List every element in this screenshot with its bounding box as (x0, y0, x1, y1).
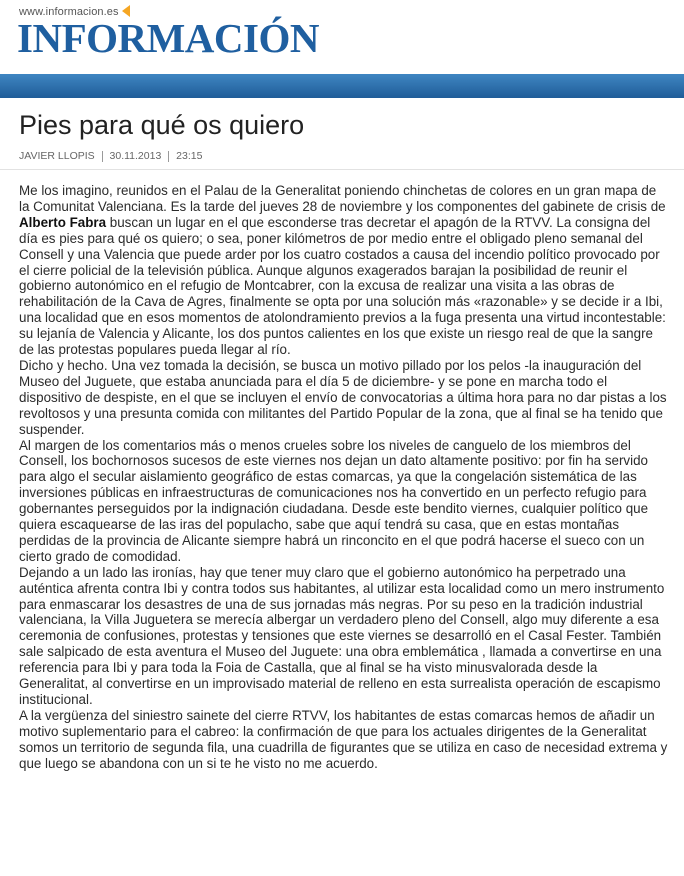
site-url-text[interactable]: www.informacion.es (19, 6, 119, 18)
paragraph-1 (19, 183, 669, 358)
logo[interactable]: INFORMACIÓN (17, 15, 319, 61)
article-meta (19, 150, 202, 162)
paragraph-5: A la vergüenza del siniestro sainete del cierre RTVV, los habitantes de estas comarcas hemos de añadir un motivo suplementario para el cabreo: la confirmación de que para los actuales dirigentes de la Generalitat somos un territorio de segunda fila, una cuadrilla de figurantes que se utiliza en caso de necesidad extrema y que luego se abandona con un si te he visto no me acuerdo. (19, 707, 668, 771)
meta-separator (102, 151, 103, 162)
nav-bar (0, 74, 684, 98)
masthead (0, 0, 684, 74)
article-title: Pies para qué os quiero (19, 110, 305, 140)
person-name-bold: Alberto Fabra (19, 214, 107, 230)
paragraph-3: Al margen de los comentarios más o menos crueles sobre los niveles de canguelo de los miembros del Consell, los bochornosos sucesos de este viernes nos dejan un dato altamente positivo: por fin ha servido para algo el secular aislamiento geográfico de estas comarcas, ya que la congelación sistemática de las inversiones públicas en infraestructuras de comunicaciones nos ha convertido en un perfecto refugio para gobernantes perseguidos por la indignación ciudadana. Desde este bendito viernes, cualquier político que quiera escaquearse de las iras del populacho, sabe que aquí tendrá su casa, que en estas montañas perdidas de la provincia de Alicante siempre habrá un rinconcito en el que podrá hacerse el sueco con un cierto grado de comodidad. (19, 437, 649, 564)
publish-date: 30.11.2013 (109, 150, 162, 162)
paragraph-1-end: buscan un lugar en el que esconderse tras decretar el apagón de la RTVV. La consigna del día es pies para qué os quiero; o sea, poner kilómetros de por medio entre el obligado pleno semanal del Consell y una Valencia que puede arder por los cuatro costados a causa del incendio político provocado por el cierre policial de la televisión pública. Aunque algunos exagerados barajan la posibilidad de reunir el gobierno autonómico en el refugio de Montcabrer, con la excusa de realizar una visita a las obras de rehabilitación de la Cava de Agres, finalmente se opta por una solución más «razonable» y se decide ir a Ibi, una localidad que en esos momentos de atolondramiento previos a la fuga presenta una virtud incontestable: su lejanía de Valencia y Alicante, los dos puntos calientes en los que existe un riesgo real de que la sangre de las protestas populares pueda llegar al río. (19, 214, 666, 358)
author-name: JAVIER LLOPIS (19, 150, 95, 162)
header-divider (0, 169, 684, 170)
paragraph-2: Dicho y hecho. Una vez tomada la decisión, se busca un motivo pillado por los pelos -la inauguración del Museo del Juguete, que estaba anunciada para el día 5 de diciembre- y se pone en marcha todo el dispositivo de despiste, en el que se incluyen el envío de convocatorias a última hora para no dar pistas a los revoltosos y una presunta comida con militantes del Partido Popular de la zona, que al final se ha tenido que suspender. (19, 357, 667, 437)
publish-time: 23:15 (176, 150, 203, 162)
article-body (19, 183, 669, 772)
meta-separator (168, 151, 169, 162)
paragraph-1-start: Me los imagino, reunidos en el Palau de la Generalitat poniendo chinchetas de colores en un gran mapa de la Comunitat Valenciana. Es la tarde del jueves 28 de noviembre y los componentes del gabinete de crisis de (19, 183, 666, 214)
paragraph-4: Dejando a un lado las ironías, hay que tener muy claro que el gobierno autonómico ha perpetrado una auténtica afrenta contra Ibi y contra todos sus habitantes, al utilizar esta localidad como un mero instrumento para enmascarar los desastres de una de sus jornadas más negras. Por su peso en la tradición industrial valenciana, la Villa Juguetera se merecía albergar un verdadero pleno del Consell, algo muy diferente a esa ceremonia de confusiones, protestas y tensiones que este viernes se desarrolló en el Casal Fester. También sale salpicado de esta aventura el Museo del Juguete: una obra emblemática , llamada a convertirse en una referencia para Ibi y para toda la Foia de Castalla, que al final se ha visto minusvalorada desde la Generalitat, al convertirse en un improvisado material de relleno en esta surrealista operación de escapismo institucional. (19, 564, 665, 707)
